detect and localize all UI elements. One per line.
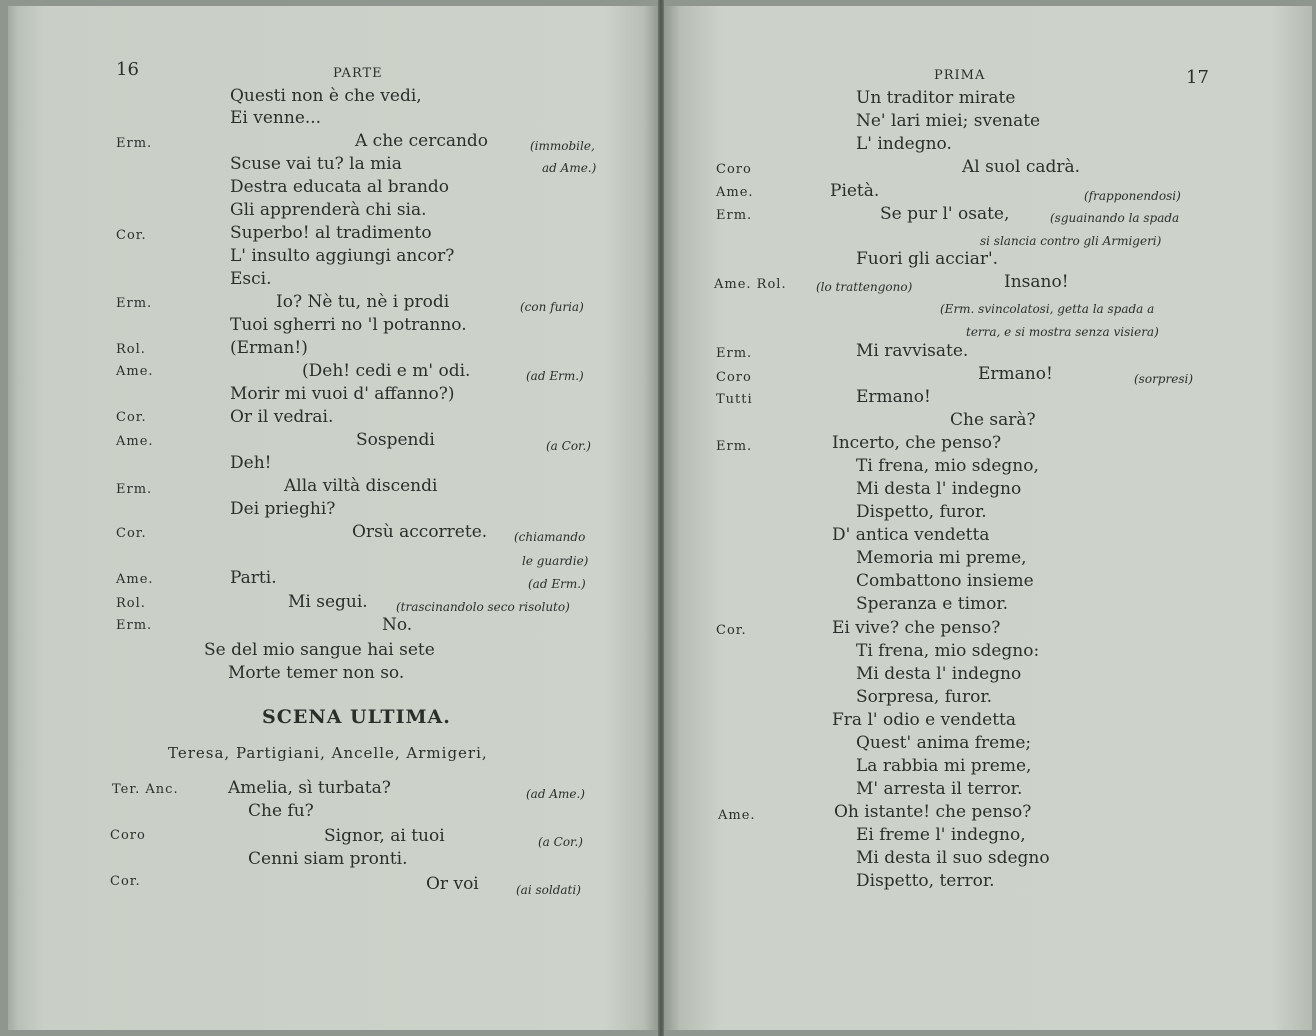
verse-line: Scuse vai tu? la mia [230, 154, 402, 174]
verse-line: Questi non è che vedi, [230, 86, 422, 106]
speaker: Ame. Rol. [714, 277, 787, 292]
speaker: Cor. [716, 623, 747, 638]
stage-direction: (frapponendosi) [1084, 189, 1181, 203]
stage-direction: (ad Ame.) [526, 787, 585, 801]
verse-line: Incerto, che penso? [832, 433, 1002, 453]
verse-line: Signor, ai tuoi [324, 826, 445, 846]
speaker: Tutti [716, 392, 753, 407]
verse-line: Mi segui. [288, 592, 368, 612]
verse-line: Ti frena, mio sdegno: [856, 641, 1040, 661]
stage-direction: (ad Erm.) [528, 577, 586, 591]
verse-line: (Erman!) [230, 338, 308, 358]
verse-line: Parti. [230, 568, 277, 588]
verse-line: Amelia, sì turbata? [228, 778, 391, 798]
verse-line: Dispetto, terror. [856, 871, 995, 891]
verse-line: Memoria mi preme, [856, 548, 1027, 568]
verse-line: A che cercando [355, 131, 489, 151]
book-gutter [658, 0, 664, 1036]
stage-direction: (sguainando la spada [1050, 211, 1180, 225]
speaker: Ame. [716, 185, 754, 200]
verse-line: Mi ravvisate. [856, 341, 969, 361]
verse-line: Sospendi [356, 430, 435, 450]
verse-line: Se pur l' osate, [880, 204, 1010, 224]
verse-line: Gli apprenderà chi sia. [230, 200, 427, 220]
verse-line: Oh istante! che penso? [834, 802, 1032, 822]
verse-line: Or il vedrai. [230, 407, 334, 427]
speaker: Erm. [716, 346, 753, 361]
page-number-left: 16 [116, 59, 139, 80]
page-edges [0, 0, 8, 1036]
verse-line: Mi desta il suo sdegno [856, 848, 1050, 868]
verse-line: La rabbia mi preme, [856, 756, 1032, 776]
verse-line: Superbo! al tradimento [230, 223, 432, 243]
verse-line: Tuoi sgherri no 'l potranno. [230, 315, 467, 335]
speaker: Ame. [116, 434, 154, 449]
verse-line: Insano! [1004, 272, 1069, 292]
verse-line: Mi desta l' indegno [856, 479, 1022, 499]
verse-line: M' arresta il terror. [856, 779, 1023, 799]
verse-line: Ti frena, mio sdegno, [856, 456, 1039, 476]
verse-line: Ei venne... [230, 108, 322, 128]
verse-line: Or voi [426, 874, 479, 894]
verse-line: Speranza e timor. [856, 594, 1009, 614]
speaker: Erm. [716, 439, 753, 454]
speaker: Rol. [116, 342, 146, 357]
verse-line: Ei freme l' indegno, [856, 825, 1026, 845]
stage-direction: (a Cor.) [546, 439, 591, 453]
speaker: Cor. [116, 410, 147, 425]
speaker: Erm. [116, 618, 153, 633]
stage-direction: (lo trattengono) [816, 280, 913, 294]
page-number-right: 17 [1186, 67, 1209, 88]
speaker: Coro [716, 370, 752, 385]
speaker: Cor. [116, 526, 147, 541]
stage-direction: (Erm. svincolatosi, getta la spada a [940, 302, 1155, 316]
cast-list: Teresa, Partigiani, Ancelle, Armigeri, [168, 744, 488, 762]
verse-line: Cenni siam pronti. [248, 849, 408, 869]
running-header-left: PARTE [333, 66, 383, 81]
verse-line: D' antica vendetta [832, 525, 990, 545]
stage-direction: (chiamando [514, 530, 586, 544]
speaker: Coro [110, 828, 146, 843]
stage-direction: (ai soldati) [516, 883, 581, 897]
verse-line: Orsù accorrete. [352, 522, 488, 542]
verse-line: Sorpresa, furor. [856, 687, 993, 707]
stage-direction: (con furia) [520, 300, 584, 314]
verse-line: Dei prieghi? [230, 499, 336, 519]
verse-line: Se del mio sangue hai sete [204, 640, 435, 660]
verse-line: Pietà. [830, 181, 880, 201]
verse-line: L' indegno. [856, 134, 952, 154]
verse-line: Che sarà? [950, 410, 1036, 430]
stage-direction: (trascinandolo seco risoluto) [396, 600, 570, 614]
speaker: Ame. [116, 572, 154, 587]
verse-line: Deh! [230, 453, 272, 473]
verse-line: Mi desta l' indegno [856, 664, 1022, 684]
verse-line: Al suol cadrà. [962, 157, 1081, 177]
verse-line: Esci. [230, 269, 272, 289]
verse-line: Destra educata al brando [230, 177, 450, 197]
stage-direction: le guardie) [522, 554, 589, 568]
verse-line: (Deh! cedi e m' odi. [302, 361, 471, 381]
scene-title: SCENA ULTIMA. [262, 706, 451, 728]
speaker: Rol. [116, 596, 146, 611]
verse-line: Morir mi vuoi d' affanno?) [230, 384, 455, 404]
verse-line: Che fu? [248, 801, 314, 821]
verse-line: Fra l' odio e vendetta [832, 710, 1016, 730]
verse-line: Combattono insieme [856, 571, 1034, 591]
running-header-right: PRIMA [934, 68, 986, 83]
speaker: Erm. [116, 296, 153, 311]
verse-line: No. [382, 615, 413, 635]
speaker: Ame. [116, 364, 154, 379]
verse-line: Dispetto, furor. [856, 502, 987, 522]
stage-direction: si slancia contro gli Armigeri) [980, 234, 1162, 248]
stage-direction: (a Cor.) [538, 835, 583, 849]
verse-line: Ne' lari miei; svenate [856, 111, 1041, 131]
speaker: Ame. [718, 808, 756, 823]
speaker: Cor. [116, 228, 147, 243]
verse-line: Morte temer non so. [228, 663, 405, 683]
verse-line: L' insulto aggiungi ancor? [230, 246, 455, 266]
speaker: Ter. Anc. [112, 782, 179, 797]
stage-direction: (ad Erm.) [526, 369, 584, 383]
stage-direction: ad Ame.) [542, 161, 597, 175]
verse-line: Fuori gli acciar'. [856, 249, 999, 269]
verse-line: Ermano! [978, 364, 1053, 384]
verse-line: Ermano! [856, 387, 931, 407]
verse-line: Io? Nè tu, nè i prodi [276, 292, 450, 312]
speaker: Erm. [116, 482, 153, 497]
speaker: Erm. [716, 208, 753, 223]
speaker: Cor. [110, 874, 141, 889]
stage-direction: (sorpresi) [1134, 372, 1193, 386]
stage-direction: terra, e si mostra senza visiera) [966, 325, 1159, 339]
speaker: Erm. [116, 136, 153, 151]
verse-line: Quest' anima freme; [856, 733, 1032, 753]
stage-direction: (immobile, [530, 139, 595, 153]
verse-line: Alla viltà discendi [284, 476, 438, 496]
verse-line: Ei vive? che penso? [832, 618, 1001, 638]
verse-line: Un traditor mirate [856, 88, 1016, 108]
speaker: Coro [716, 162, 752, 177]
